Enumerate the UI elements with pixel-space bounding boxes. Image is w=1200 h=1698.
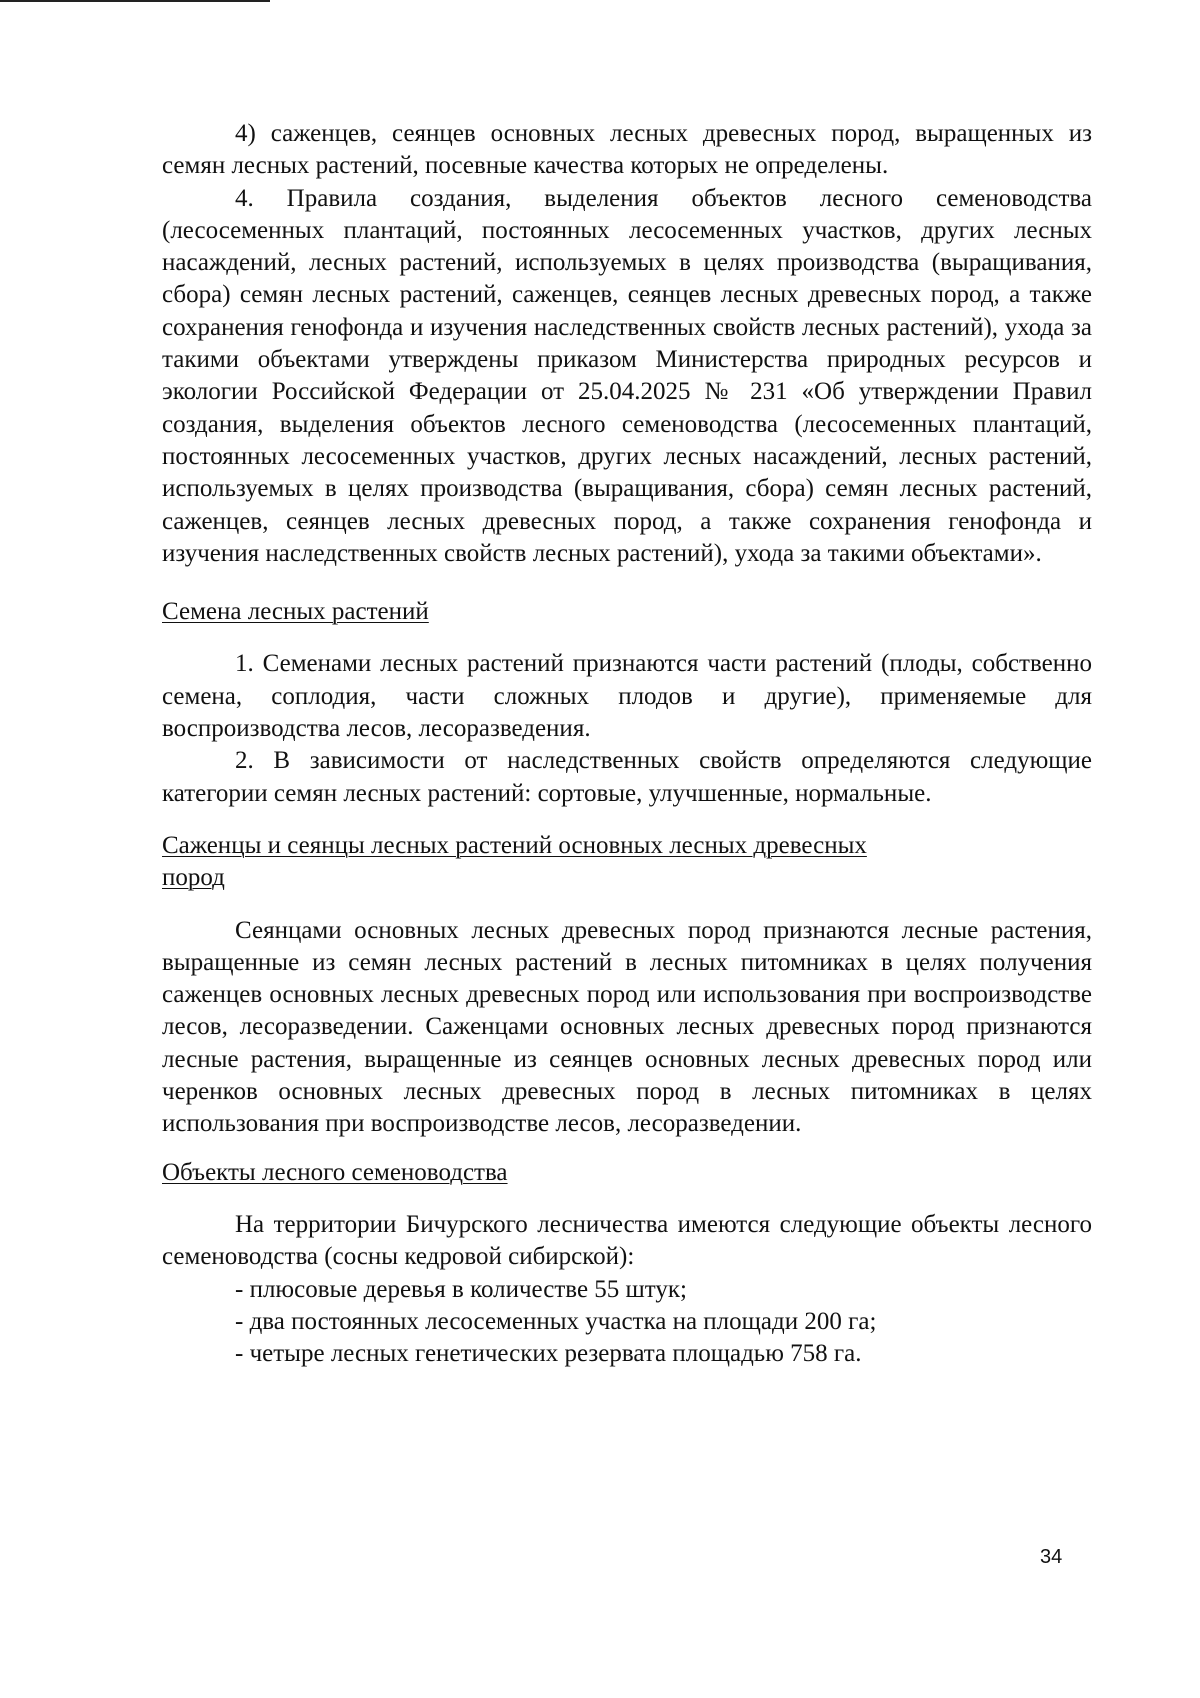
heading-seedlings-line-1: Саженцы и сеянцы лесных растений основных лесных древесных xyxy=(162,831,867,859)
list-item: - четыре лесных генетических резервата площадью 758 га. xyxy=(235,1340,862,1368)
paragraph-seedlings: Сеянцами основных лесных древесных пород признаются лесные растения, выращенные из семян лесных растений в лесных питомниках в целях получения саженцев основных лесных древесных пород или использования при воспроизводстве лесов, лесоразведении. Саженцами основных лесных древесных пород признаются лесные растения, выращенные из сеянцев основных лесных древесных пород или черенков основных лесных древесных пород в лесных питомниках в целях использования при воспроизводстве лесов, лесоразведении. xyxy=(162,916,1092,1138)
heading-seedlings-line-2: пород xyxy=(162,864,225,892)
heading-seeds: Семена лесных растений xyxy=(162,598,429,626)
list-item: - плюсовые деревья в количестве 55 штук; xyxy=(235,1275,687,1303)
list-item: - два постоянных лесосеменных участка на площади 200 га; xyxy=(235,1307,877,1335)
paragraph-rules: 4. Правила создания, выделения объектов лесного семеноводства (лесосеменных плантаций, постоянных лесосеменных участков, других лесных насаждений, лесных растений, используемых в целях производства (выращивания, сбора) семян лесных растений, саженцев, сеянцев лесных древесных пород, а также сохранения генофонда и изучения наследственных свойств лесных растений), ухода за такими объектами утверждены приказом Министерства природных ресурсов и экологии Российской Федерации от 25.04.2025 № 231 «Об утверждении Правил создания, выделения объектов лесного семеноводства (лесосеменных плантаций, постоянных лесосеменных участков, других лесных насаждений, лесных растений, используемых в целях производства (выращивания, сбора) семян лесных растений, саженцев, сеянцев лесных древесных пород, а также сохранения генофонда и изучения наследственных свойств лесных растений), ухода за такими объектами». xyxy=(162,184,1092,567)
paragraph-objects-intro: На территории Бичурского лесничества имеются следующие объекты лесного семеноводства (сосны кедровой сибирской): xyxy=(162,1210,1092,1271)
heading-seedlings xyxy=(162,830,1092,895)
paragraph-item-4: 4) саженцев, сеянцев основных лесных древесных пород, выращенных из семян лесных растений, посевные качества которых не определены. xyxy=(162,120,1092,180)
scan-edge-line xyxy=(0,0,270,2)
paragraph-seeds-2: 2. В зависимости от наследственных свойств определяются следующие категории семян лесных растений: сортовые, улучшенные, нормальные. xyxy=(162,747,1092,807)
paragraph-seeds-1: 1. Семенами лесных растений признаются части растений (плоды, собственно семена, соплодия, части сложных плодов и другие), применяемые для воспроизводства лесов, лесоразведения. xyxy=(162,650,1092,743)
heading-objects: Объекты лесного семеноводства xyxy=(162,1158,508,1186)
page-number: 34 xyxy=(1040,1546,1063,1568)
document-body xyxy=(162,118,1092,1370)
